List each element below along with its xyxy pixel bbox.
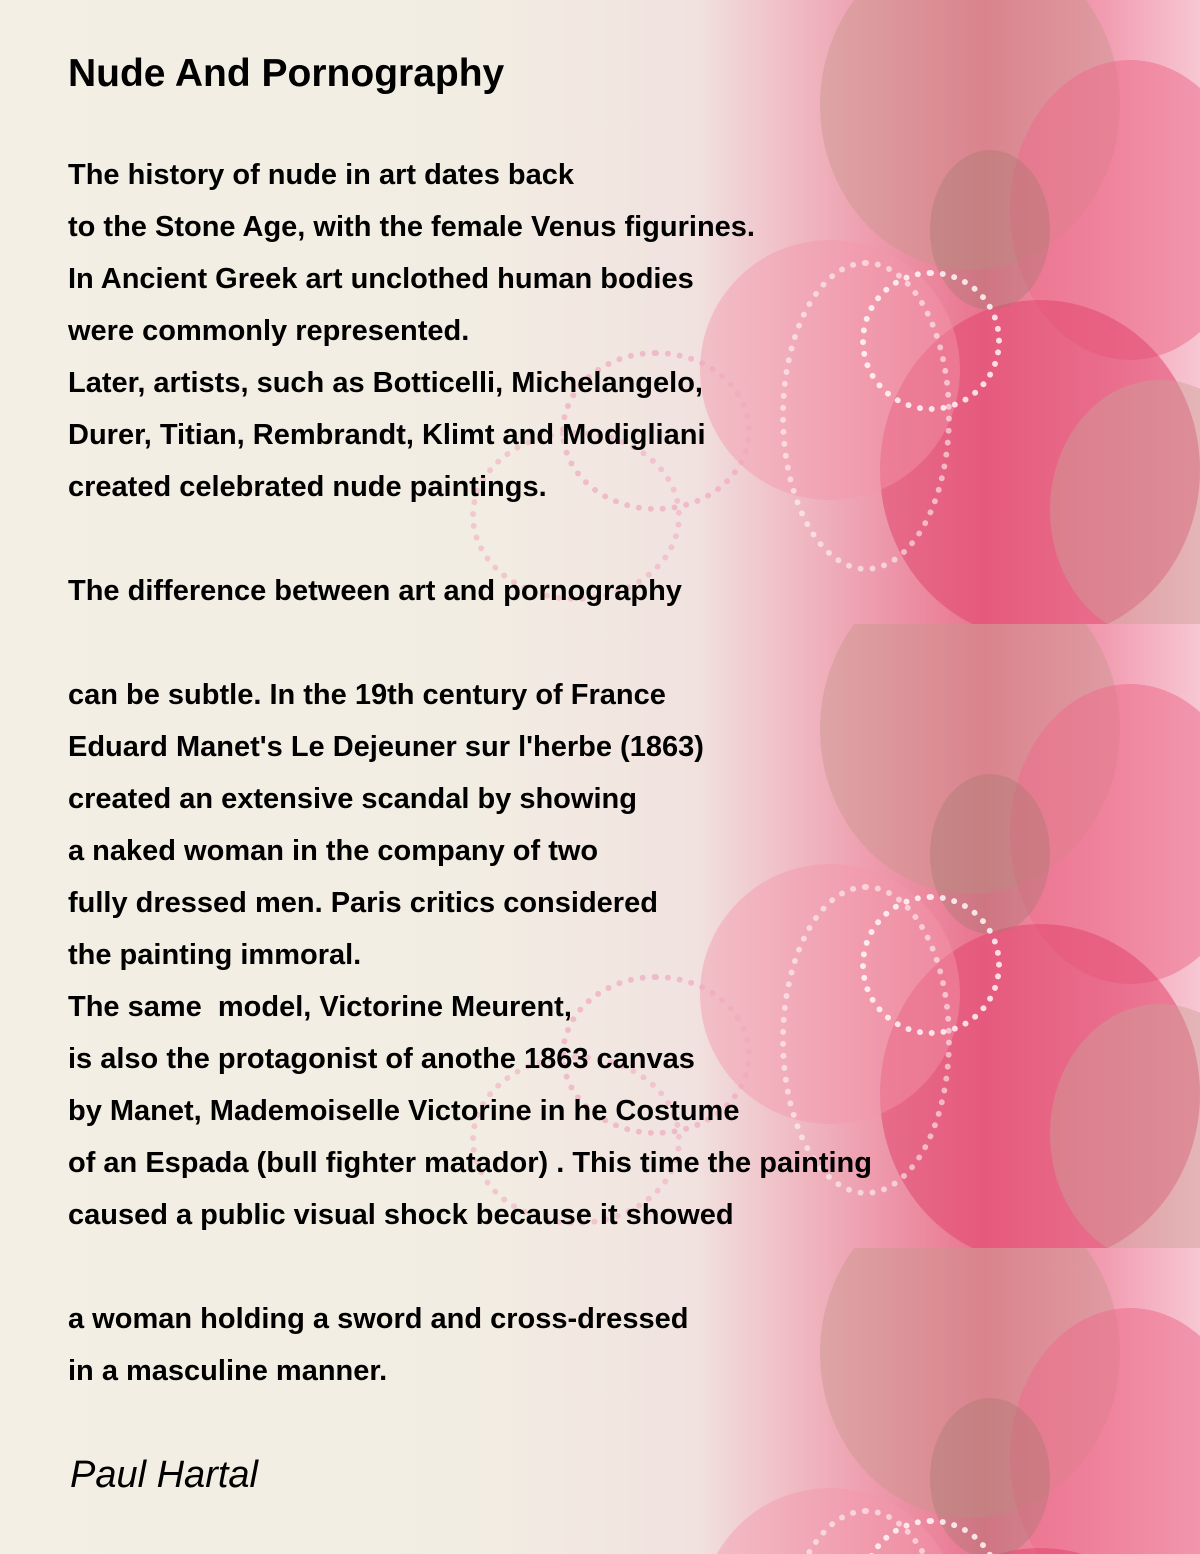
poem-line: by Manet, Mademoiselle Victorine in he Costume xyxy=(68,1095,740,1127)
poem-line: The difference between art and pornography xyxy=(68,575,682,607)
poem-line: Durer, Titian, Rembrandt, Klimt and Modigliani xyxy=(68,419,706,451)
poem-line: is also the protagonist of anothe 1863 canvas xyxy=(68,1043,695,1075)
poem-line: fully dressed men. Paris critics considered xyxy=(68,887,658,919)
poem-line: can be subtle. In the 19th century of France xyxy=(68,679,666,711)
poem-title: Nude And Pornography xyxy=(68,52,505,95)
poem-author: Paul Hartal xyxy=(70,1454,258,1496)
poem-line: Eduard Manet's Le Dejeuner sur l'herbe (1863) xyxy=(68,731,704,763)
poem-line: created an extensive scandal by showing xyxy=(68,783,637,815)
poem-line: caused a public visual shock because it showed xyxy=(68,1199,734,1231)
background-tile xyxy=(0,1248,1200,1554)
poem-line: of an Espada (bull fighter matador) . This time the painting xyxy=(68,1147,872,1179)
poem-line: Later, artists, such as Botticelli, Michelangelo, xyxy=(68,367,703,399)
poem-line: to the Stone Age, with the female Venus figurines. xyxy=(68,211,755,243)
poem-line: a naked woman in the company of two xyxy=(68,835,599,867)
poem-line: The same model, Victorine Meurent, xyxy=(68,991,572,1023)
poem-line: The history of nude in art dates back xyxy=(68,159,574,191)
poem-line: were commonly represented. xyxy=(68,315,470,347)
poem-line: created celebrated nude paintings. xyxy=(68,471,547,503)
poem-line: In Ancient Greek art unclothed human bodies xyxy=(68,263,694,295)
poem-line: the painting immoral. xyxy=(68,939,362,971)
poem-line: a woman holding a sword and cross-dressed xyxy=(68,1303,689,1335)
poem-line: in a masculine manner. xyxy=(68,1355,388,1387)
